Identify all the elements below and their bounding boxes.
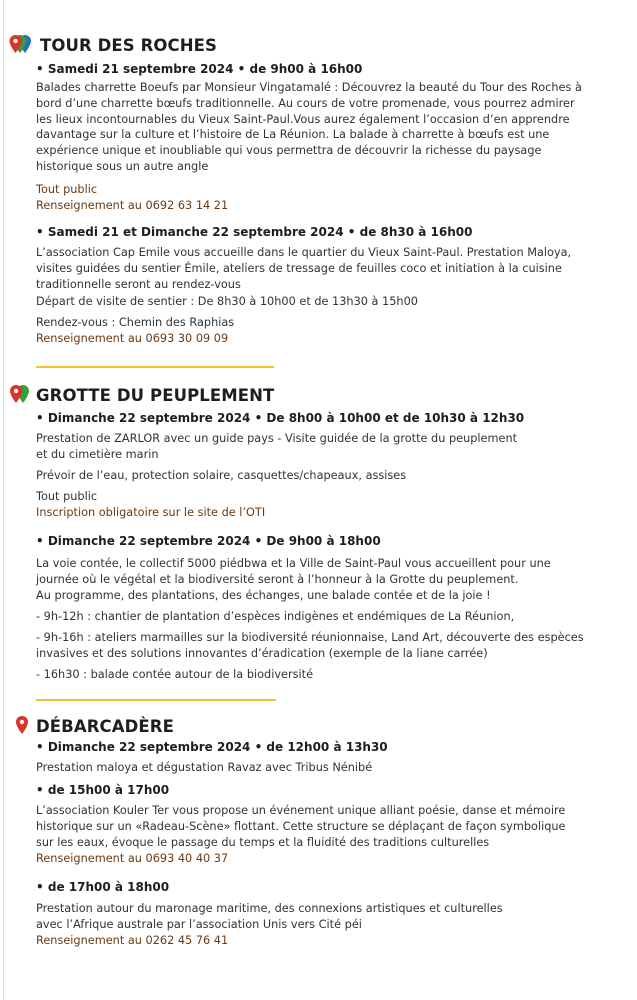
event-description: Prestation maloya et dégustation Ravaz avec Tribus Nénibé: [36, 761, 373, 774]
event-time: • de 15h00 à 17h00: [36, 783, 170, 797]
event-contact: Inscription obligatoire sur le site de l’OTI: [36, 506, 266, 519]
event-description: [36, 80, 610, 175]
description-line: L’association Kouler Ter vous propose un événement unique alliant poésie, danse et mémoire: [36, 804, 566, 817]
event-departure: Départ de visite de sentier : De 8h30 à 10h00 et de 13h30 à 15h00: [36, 295, 418, 308]
event-description: [36, 803, 610, 850]
description-line: bord d’une charrette bœufs traditionnelle. Au cours de votre promenade, vous pourrez admirer: [36, 96, 575, 110]
event-date: • Dimanche 22 septembre 2024 • De 9h00 à 18h00: [36, 534, 381, 548]
left-border-line: [3, 0, 4, 1000]
section-title-grotte-du-peuplement: [9, 384, 274, 405]
section-title-tour-des-roches: [9, 34, 217, 55]
schedule-line: invasives et des solutions innovantes d’éradication (exemple de la liane carrée): [36, 646, 488, 660]
description-line: La voie contée, le collectif 5000 piédbwa et la Ville de Saint-Paul vous accueillent pour une: [36, 557, 551, 570]
map-pin-icon: [9, 384, 33, 404]
event-note: Prévoir de l’eau, protection solaire, casquettes/chapeaux, assises: [36, 469, 407, 482]
description-line: L’association Cap Emile vous accueille dans le quartier du Vieux Saint-Paul. Prestation Maloya,: [36, 246, 572, 259]
description-line: historique sous un autre angle: [36, 159, 209, 173]
description-line: visites guidées du sentier Émile, ateliers de tressage de feuilles coco et initiation à la cuisine: [36, 261, 562, 275]
event-date: • Dimanche 22 septembre 2024 • De 8h00 à 10h00 et de 10h30 à 12h30: [36, 411, 525, 425]
event-audience: Tout public: [36, 183, 98, 196]
event-description: [36, 556, 610, 603]
description-line: Prestation de ZARLOR avec un guide pays - Visite guidée de la grotte du peuplement: [36, 432, 518, 445]
section-title-text: GROTTE DU PEUPLEMENT: [36, 386, 275, 405]
map-pin-icon: [9, 34, 37, 54]
description-line: historique sur un «Radeau-Scène» flottant. Cette structure se déplaçant de façon symbolique: [36, 819, 566, 833]
event-meeting-point: Rendez-vous : Chemin des Raphias: [36, 316, 235, 329]
section-title-text: TOUR DES ROCHES: [40, 36, 218, 55]
description-line: Prestation autour du maronage maritime, des connexions artistiques et culturelles: [36, 902, 503, 915]
event-date: • Samedi 21 et Dimanche 22 septembre 2024 • de 8h30 à 16h00: [36, 225, 473, 239]
description-line: Au programme, des plantations, des échanges, une balade contée et de la joie !: [36, 588, 491, 602]
event-contact: Renseignement au 0693 30 09 09: [36, 332, 229, 345]
description-line: journée où le végétal et la biodiversité seront à l’honneur à la Grotte du peuplement.: [36, 572, 519, 586]
event-contact: Renseignement au 0262 45 76 41: [36, 934, 229, 947]
section-title-debarcadere: [9, 715, 174, 736]
map-pin-icon: [9, 715, 33, 735]
description-line: sur les eaux, évoque le passage du temps et la fluidité des traditions culturelles: [36, 835, 490, 849]
section-divider: [36, 699, 276, 701]
event-date: • Samedi 21 septembre 2024 • de 9h00 à 16h00: [36, 62, 363, 76]
event-date: • Dimanche 22 septembre 2024 • de 12h00 à 13h30: [36, 740, 388, 754]
event-description: [36, 901, 610, 933]
event-audience: Tout public: [36, 490, 98, 503]
schedule-item: - 9h-12h : chantier de plantation d’espèces indigènes et endémiques de La Réunion,: [36, 610, 515, 623]
event-contact: Renseignement au 0693 40 40 37: [36, 852, 229, 865]
description-line: les lieux incontournables du Vieux Saint-Paul.Vous aurez également l’occasion d’en apprendre: [36, 112, 570, 126]
description-line: davantage sur la culture et l’histoire de La Réunion. La balade à charrette à bœufs est une: [36, 128, 550, 142]
description-line: Balades charrette Boeufs par Monsieur Vingatamalé : Découvrez la beauté du Tour des Roches à: [36, 81, 582, 94]
event-time: • de 17h00 à 18h00: [36, 880, 170, 894]
event-description: [36, 245, 610, 292]
description-line: expérience unique et inoubliable qui vous permettra de découvrir la richesse du paysage: [36, 144, 542, 158]
schedule-line: - 9h-16h : ateliers marmailles sur la biodiversité réunionnaise, Land Art, découverte des espèces: [36, 631, 584, 644]
event-description: [36, 431, 610, 463]
description-line: et du cimetière marin: [36, 447, 159, 461]
schedule-item: [36, 630, 610, 662]
schedule-item: - 16h30 : balade contée autour de la biodiversité: [36, 668, 314, 681]
section-title-text: DÉBARCADÈRE: [36, 717, 174, 736]
description-line: avec l’Afrique australe par l’association Unis vers Cité péi: [36, 917, 362, 931]
event-contact: Renseignement au 0692 63 14 21: [36, 199, 229, 212]
description-line: traditionnelle seront au rendez-vous: [36, 277, 241, 291]
section-divider: [36, 366, 274, 368]
